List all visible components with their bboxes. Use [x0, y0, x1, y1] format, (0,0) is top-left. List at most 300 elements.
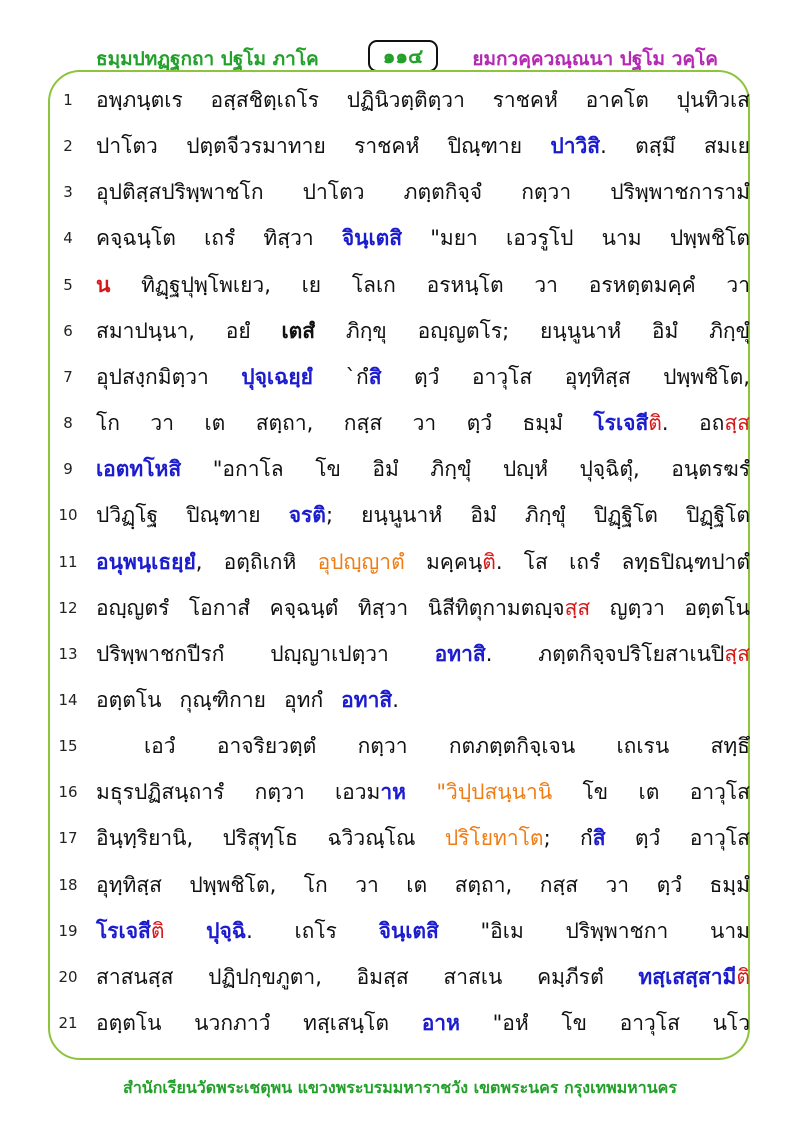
word-text: จรติ	[288, 503, 326, 528]
word	[358, 728, 408, 764]
word-suffix: สิ	[592, 826, 606, 851]
word-text: "อหํ	[492, 1011, 529, 1035]
word	[493, 82, 558, 118]
word-text: อรหตฺตมคฺคํ	[588, 272, 696, 297]
word	[686, 497, 750, 533]
word	[204, 405, 225, 441]
word	[635, 820, 660, 856]
word-text: ปุจฺเฉยฺยํ	[241, 364, 313, 389]
word-text: ปวิฏฺโฐ	[96, 503, 159, 528]
word-suffix: .	[246, 918, 253, 943]
text-line	[96, 359, 750, 395]
word-text: นาม	[601, 226, 642, 251]
word-text: โลเก	[351, 272, 396, 297]
word	[241, 359, 313, 395]
text-line	[96, 174, 750, 210]
word-text: อาคโต	[585, 88, 649, 112]
word-text: ปตฺตจีวรมาทาย	[186, 134, 326, 159]
word-text: กสฺส	[539, 872, 579, 897]
word-text: มคฺคนฺ	[425, 549, 483, 574]
word	[96, 313, 195, 349]
word-text: อญฺญตโร;	[417, 318, 510, 343]
word-text: ภิกฺขุ	[345, 318, 387, 343]
word-text: ภตฺตกิจฺจปริโยสาเนปิ	[538, 641, 725, 666]
word-text: คจฺฉนฺโต	[96, 226, 176, 251]
word	[213, 451, 284, 487]
word-text: นวกภาวํ	[194, 1011, 271, 1035]
word	[639, 774, 660, 810]
text-line	[96, 1005, 750, 1041]
text-line	[96, 313, 750, 349]
word-text: อาวุโส	[689, 826, 750, 851]
word-text: อาจริยวตฺตํ	[216, 734, 317, 759]
word	[341, 682, 399, 718]
word	[223, 820, 298, 856]
word	[344, 405, 382, 441]
word	[470, 497, 496, 533]
word-text: อถ	[699, 411, 725, 436]
word	[303, 1005, 389, 1041]
word	[352, 267, 396, 303]
word	[96, 451, 181, 487]
text-line	[96, 497, 750, 533]
word-text: เถรํ	[204, 226, 236, 251]
word	[404, 174, 482, 210]
word-text: ทสฺเสสฺสามี	[638, 964, 737, 989]
word	[303, 174, 365, 210]
word	[561, 1005, 587, 1041]
word-text: ปฏิปกฺขภูตา,	[208, 964, 322, 989]
word	[255, 774, 305, 810]
word-text: เอวม	[334, 780, 381, 805]
text-line	[96, 267, 750, 303]
word-text: กตภตฺตกิจฺเจน	[448, 734, 576, 759]
word	[677, 82, 750, 118]
word	[435, 636, 493, 672]
word-text: ปฏินิวตฺติตฺวา	[346, 88, 465, 112]
word-text: ปริสุทฺโธ	[222, 826, 298, 851]
word	[96, 267, 110, 303]
word	[690, 774, 750, 810]
word-text: อตฺตโน	[684, 595, 750, 620]
word	[506, 220, 573, 256]
text-line	[96, 913, 750, 949]
line-number: 1	[63, 91, 73, 109]
word	[606, 867, 630, 903]
page-number: ๑๑๔	[368, 40, 438, 72]
word-text: "อิเม	[480, 918, 524, 943]
word-text: ปิฏฺฐิโต	[686, 503, 750, 528]
line-number: 17	[58, 829, 78, 848]
text-line	[96, 405, 750, 441]
word	[652, 313, 678, 349]
word	[430, 220, 478, 256]
line-number: 18	[58, 875, 78, 894]
word-suffix: ติ	[736, 964, 750, 989]
word-text: ตฺวํ	[656, 872, 683, 897]
word	[186, 128, 326, 164]
word-text: จินฺเตสิ	[341, 226, 403, 251]
word-text: ปพฺพชิโต,	[189, 872, 277, 897]
word-text: กุณฺฑิกาย	[179, 687, 266, 712]
word	[537, 959, 604, 995]
word-text: เอวํ	[144, 734, 176, 759]
word-text: อตฺถิเกหิ	[223, 549, 297, 574]
word	[521, 174, 571, 210]
word-text: วา	[534, 272, 558, 297]
word-text: ตฺวํ	[466, 411, 493, 436]
word-text: ปาวิสิ	[550, 134, 601, 159]
word	[594, 497, 658, 533]
word-text: อาวุโส	[689, 780, 750, 805]
text-line	[96, 636, 750, 672]
word	[406, 867, 427, 903]
line-number: 15	[58, 737, 78, 756]
word-text: อุปสงฺกมิตฺวา	[96, 364, 209, 389]
word	[224, 544, 297, 580]
word-text: อิมํ	[651, 318, 679, 343]
word-text: ปุนทิวเส	[676, 88, 750, 112]
word-text: ธมฺมํ	[522, 411, 563, 436]
word-text: สทฺธึ	[710, 734, 750, 759]
word-text: ลทฺธปิณฺฑปาตํ	[621, 549, 750, 574]
word-text: กตฺวา	[357, 734, 408, 759]
word	[346, 313, 387, 349]
word	[586, 82, 649, 118]
word	[186, 497, 260, 533]
word-text: "อกาโล	[212, 457, 284, 482]
word-text: โส	[523, 549, 548, 574]
word-text: อาวุโส	[471, 364, 533, 389]
word	[620, 1005, 680, 1041]
word	[335, 774, 406, 810]
word-text: สตฺถา,	[255, 411, 314, 436]
word-text: อทาสิ	[434, 641, 486, 666]
word-text: อิมํ	[372, 457, 399, 482]
word-text: อาวุโส	[619, 1011, 680, 1035]
word-text: คมฺภีรตํ	[537, 964, 604, 989]
word-text: ปพฺพชิโต,	[663, 364, 750, 389]
word	[704, 128, 750, 164]
word	[589, 267, 696, 303]
word-text: อสฺสชิตฺเถโร	[210, 88, 320, 112]
word-text: โรเจสี	[96, 918, 151, 943]
word-text: อญฺญตรํ	[96, 595, 170, 620]
word	[96, 636, 224, 672]
word-text: ปิณฺฑาย	[447, 134, 523, 159]
word-text: ปุจฺฉิตุํ,	[579, 457, 640, 482]
word	[616, 728, 669, 764]
word-text: ราชคหํ	[492, 88, 558, 112]
word	[413, 405, 437, 441]
word-text: ภิกฺขุํ	[709, 318, 750, 343]
word-text: ปาโตว	[96, 134, 158, 159]
word	[355, 867, 379, 903]
word-text: ปญฺหํ	[502, 457, 548, 482]
text-line	[96, 867, 750, 903]
word	[503, 451, 548, 487]
line-number: 14	[58, 690, 78, 709]
line-number: 5	[63, 275, 73, 294]
word-text: ตฺวํ	[414, 364, 440, 389]
word-suffix: .	[485, 641, 493, 666]
word-suffix: .	[495, 549, 503, 574]
word-suffix: ติ	[482, 549, 496, 574]
word	[304, 867, 328, 903]
word	[270, 636, 389, 672]
word	[379, 913, 439, 949]
word-text: อุทฺทิสฺส	[564, 364, 631, 389]
word	[427, 267, 504, 303]
word	[372, 451, 398, 487]
word	[96, 820, 193, 856]
word	[189, 590, 250, 626]
word	[540, 867, 578, 903]
word-text: มธุรปฏิสนฺถารํ	[96, 780, 225, 805]
word-text: อิมํ	[470, 503, 497, 528]
word-text: อรหนฺโต	[426, 272, 504, 297]
word-text: สมาปนฺนา,	[96, 318, 195, 343]
line-number: 19	[58, 921, 78, 940]
word	[455, 867, 513, 903]
word-text: ตสฺมึ	[635, 134, 676, 159]
word-text: เตสํ	[281, 318, 316, 343]
text-line	[96, 590, 750, 626]
word-text: เย	[301, 272, 322, 297]
line-number: 2	[63, 137, 73, 156]
word	[96, 405, 120, 441]
word-text: "วิปฺปสนฺนานิ	[436, 780, 553, 805]
word	[96, 959, 173, 995]
word-text: ภตฺตกิจฺจํ	[403, 180, 483, 205]
word	[96, 359, 209, 395]
word-text: อยํ	[225, 318, 251, 343]
word	[709, 867, 750, 903]
word	[493, 1005, 529, 1041]
word-text: ปริพฺพาชการามํ	[610, 180, 750, 205]
word-text: วา	[726, 272, 750, 297]
word-text: กํ	[580, 826, 593, 851]
word-suffix: สฺส	[724, 411, 750, 436]
word	[430, 451, 471, 487]
word	[638, 959, 750, 995]
line-number: 21	[58, 1014, 78, 1032]
word	[141, 267, 271, 303]
word	[467, 405, 492, 441]
line-number: 13	[58, 644, 78, 663]
word	[96, 544, 202, 580]
word-text: นโว	[712, 1011, 750, 1035]
word	[96, 774, 224, 810]
word	[342, 220, 402, 256]
word-text: โข	[561, 1011, 587, 1035]
word-text: อุปติสฺสปริพฺพาชโก	[96, 180, 264, 205]
word	[263, 220, 313, 256]
word-text: อาห	[421, 1011, 460, 1035]
word	[709, 313, 750, 349]
word-text: เต	[204, 411, 226, 436]
word	[635, 128, 675, 164]
word	[550, 128, 606, 164]
line-number: 6	[63, 321, 73, 340]
text-line	[96, 544, 750, 580]
word-text: อตฺตโน	[96, 687, 162, 712]
word	[96, 1005, 162, 1041]
word	[204, 220, 235, 256]
line-number: 7	[63, 367, 73, 386]
word-text: เถโร	[294, 918, 337, 943]
word-text: ญตฺวา	[609, 595, 665, 620]
word-text: ปพฺพชิโต	[669, 226, 750, 251]
word-text: คจฺฉนฺตํ	[269, 595, 339, 620]
word-text: นิสีทิตุกามตญฺจ	[427, 595, 565, 620]
word-text: อทาสิ	[341, 687, 393, 712]
word-text: น	[96, 272, 111, 297]
word-text: เต	[406, 872, 428, 897]
word-text: สมเย	[703, 134, 750, 159]
word	[302, 267, 321, 303]
word	[670, 220, 750, 256]
word-text: ปาโตว	[302, 180, 365, 205]
word-text: โข	[315, 457, 341, 482]
word	[422, 1005, 460, 1041]
word-text: ทสฺเสนฺโต	[303, 1011, 390, 1035]
word-text: ธมฺมํ	[709, 872, 750, 897]
word	[449, 728, 575, 764]
word	[354, 128, 419, 164]
word	[445, 820, 551, 856]
word	[684, 590, 750, 626]
word-suffix: ติ	[648, 411, 662, 436]
word	[538, 636, 750, 672]
line-number: 9	[63, 460, 73, 479]
word-text: อุปญฺญาตํ	[317, 549, 405, 574]
text-line	[96, 959, 750, 995]
word-text: โข	[582, 780, 609, 805]
word	[357, 959, 409, 995]
line-number: 10	[58, 506, 78, 525]
word-suffix: ;	[543, 826, 551, 851]
word	[593, 405, 668, 441]
word	[318, 544, 405, 580]
line-number: 3	[63, 183, 73, 202]
word-text: โรเจสี	[593, 411, 649, 436]
word-text: ภิกฺขุํ	[430, 457, 472, 482]
word	[96, 590, 169, 626]
word	[315, 451, 341, 487]
word	[443, 959, 502, 995]
word	[96, 867, 162, 903]
word	[711, 728, 750, 764]
word	[472, 359, 532, 395]
word	[256, 405, 314, 441]
word	[726, 267, 750, 303]
word	[96, 220, 176, 256]
word-suffix: าห	[380, 780, 407, 805]
word	[96, 128, 158, 164]
text-line	[96, 451, 750, 487]
text-line	[96, 82, 750, 118]
word-text: `กํ	[345, 364, 369, 389]
text-line	[96, 220, 750, 256]
word-text: เถเรน	[616, 734, 670, 759]
word-suffix: สิ	[368, 364, 382, 389]
word	[294, 913, 336, 949]
word	[525, 497, 566, 533]
word	[96, 174, 264, 210]
word	[671, 451, 750, 487]
word	[481, 913, 524, 949]
word-suffix: สฺส	[564, 595, 591, 620]
word-text: กตฺวา	[254, 780, 305, 805]
chapter-title: ยมกวคฺควณฺณนา ปฐโม วคฺโค	[472, 48, 718, 70]
word	[96, 682, 162, 718]
word	[657, 867, 682, 903]
text-line	[96, 728, 750, 764]
word-suffix: .	[600, 134, 607, 159]
word-text: ทิสฺวา	[357, 595, 409, 620]
word	[358, 590, 408, 626]
word-text: ภิกฺขุํ	[524, 503, 566, 528]
word-text: สตฺถา,	[454, 872, 513, 897]
line-number: 8	[63, 414, 73, 433]
word-suffix: ติ	[150, 918, 165, 943]
word	[565, 359, 631, 395]
word	[210, 82, 319, 118]
book-title: ธมฺมปทฏฺฐกถา ปฐโม ภาโค	[96, 48, 319, 70]
word	[180, 682, 266, 718]
text-line	[96, 128, 750, 164]
word	[610, 174, 750, 210]
word	[281, 313, 315, 349]
word-text: ปิณฺฑาย	[186, 503, 261, 528]
word-text: โก	[303, 872, 328, 897]
line-number: 12	[58, 598, 78, 617]
word-suffix: .	[661, 411, 669, 436]
word-text: อนุพนฺเธยฺยํ	[96, 549, 196, 574]
line-number: 16	[58, 783, 78, 802]
word	[418, 313, 510, 349]
word-text: ยนฺนูนาหํ	[540, 318, 622, 343]
word	[524, 544, 548, 580]
word-text: โก	[96, 411, 120, 436]
text-line	[96, 682, 750, 718]
word-text: ปริโยทาโต	[444, 826, 544, 851]
word-text: อุทกํ	[283, 687, 324, 712]
word	[150, 405, 174, 441]
word-suffix: สฺส	[724, 641, 750, 666]
word-suffix: ,	[195, 549, 203, 574]
word-suffix: .	[392, 687, 399, 712]
word-text: เอตทโหสิ	[96, 457, 182, 482]
word	[189, 867, 276, 903]
word	[565, 913, 668, 949]
word-text: ทิสฺวา	[263, 226, 314, 251]
word-text: วา	[355, 872, 379, 897]
word-text: อพฺภนฺตเร	[96, 88, 183, 112]
word	[436, 774, 552, 810]
word-text: ปริพฺพาชกปีรกํ	[96, 641, 225, 666]
word-text: ปิฏฺฐิโต	[593, 503, 658, 528]
word	[345, 359, 381, 395]
word-text: ราชคหํ	[354, 134, 420, 159]
word-text: ปริพฺพาชกา	[565, 918, 669, 943]
word-text: ยนฺนูนาหํ	[361, 503, 443, 528]
line-number: 11	[58, 552, 78, 571]
word	[610, 590, 665, 626]
word	[284, 682, 323, 718]
word	[580, 820, 606, 856]
